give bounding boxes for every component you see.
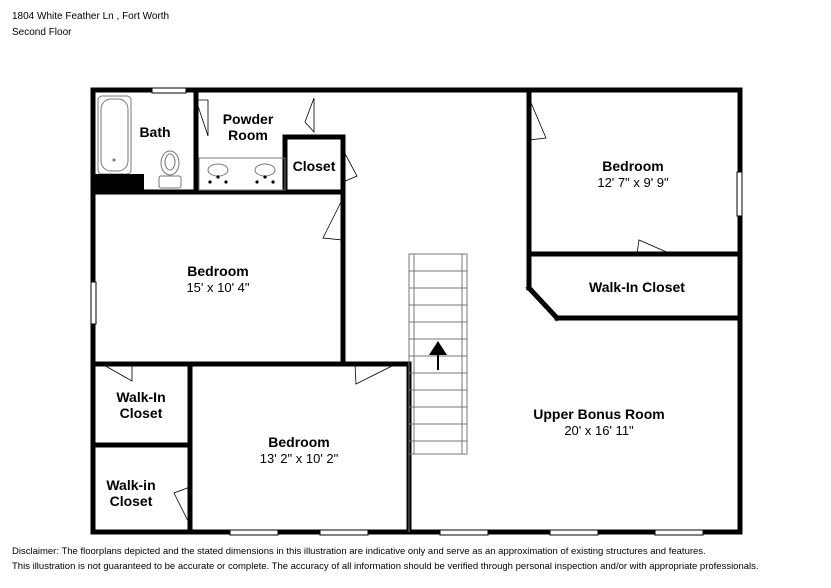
tub-surround [95,174,144,192]
room-label-bonus: Upper Bonus Room [533,406,665,422]
room-label-powder-2: Room [228,127,268,143]
room-label-walkin-1b: Closet [119,405,163,421]
room-label-walkin-2b: Closet [109,493,153,509]
door-bedroom-left [323,198,343,240]
door-bedroom-bm [355,364,396,384]
walls [93,90,740,532]
door-bedroom-tr [529,98,546,140]
door-powder [305,98,314,132]
room-dims-bedroom-tr: 12' 7" x 9' 9" [597,175,669,190]
disclaimer-line-2: This illustration is not guaranteed to be accurate or complete. The accuracy of all information should be verified through personal inspection and/or with appropriate professionals. [12,561,759,572]
floor-label: Second Floor [12,27,72,38]
window-bonus-1 [440,530,488,535]
wall-walkin-angle [529,288,557,318]
window-bm-1 [230,530,278,535]
room-dims-bonus: 20' x 16' 11" [564,423,634,438]
window-bm-2 [320,530,368,535]
doors [102,98,671,525]
room-label-bedroom-bm: Bedroom [268,434,330,450]
room-label-walkin-tr: Walk-In Closet [589,279,685,295]
room-label-bath: Bath [139,124,171,140]
room-label-powder-1: Powder [222,111,274,127]
toilet [159,151,181,188]
window-bonus-2 [550,530,598,535]
room-label-closet: Closet [292,158,336,174]
room-dims-bedroom-left: 15' x 10' 4" [186,280,250,295]
window-bath [152,88,186,93]
room-label-walkin-1a: Walk-In [116,389,166,405]
disclaimer-line-1: Disclaimer: The floorplans depicted and the stated dimensions in this illustration are indicative only and serve as an approximation of existing structures and features. [12,546,706,557]
faucets [208,175,274,183]
vanity [199,158,285,190]
window-bonus-3 [655,530,703,535]
room-dims-bedroom-bm: 13' 2" x 10' 2" [259,451,339,466]
stairs [409,254,467,532]
bathtub [98,96,131,174]
window-bedroom-tr [737,172,742,216]
room-label-bedroom-left: Bedroom [187,263,249,279]
room-label-walkin-2a: Walk-in [106,477,156,493]
door-walkin-1 [102,364,132,381]
window-bedroom-left [91,282,96,324]
room-label-bedroom-tr: Bedroom [602,158,664,174]
address-text: 1804 White Feather Ln , Fort Worth [12,11,170,22]
